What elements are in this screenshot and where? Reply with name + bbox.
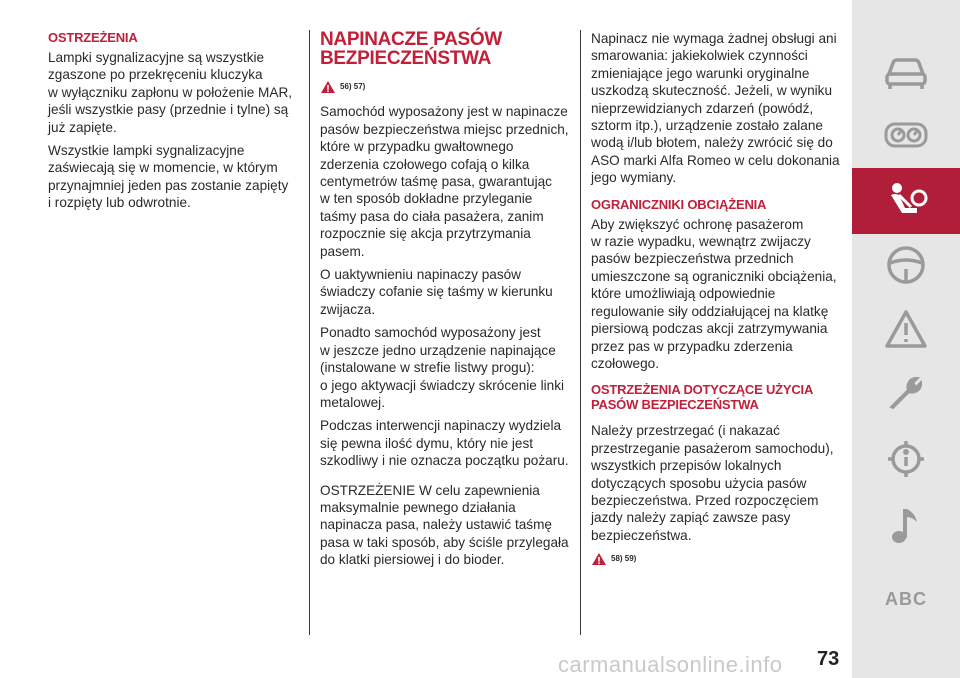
reference-numbers: 56) 57) (340, 82, 366, 91)
column-2 (320, 30, 570, 575)
subsection-heading: OSTRZEŻENIA DOTYCZĄCE UŻYCIA PASÓW BEZPIECZEŃSTWA (591, 382, 814, 413)
nav-safety[interactable] (852, 168, 960, 234)
page-number: 73 (817, 648, 840, 670)
paragraph: Lampki sygnalizacyjne są wszystkie zgaszone po przekręceniu kluczyka w wyłączniku zapłonu w położenie MAR, jeśli wszystkie pasy (przednie i tylne) są już zapięte. (48, 50, 293, 135)
paragraph: Samochód wyposażony jest w napinacze pasów bezpieczeństwa miejsc przednich, które w przypadku gwałtownego zderzenia czołowego cofają o kilka centymetrów taśmę pasa, gwarantując w ten sposób dokładne przyleganie taśmy pasa do ciała pasażera, zanim rozpocznie się akcja przytrzymania pasem. (320, 104, 569, 259)
paragraph: Wszystkie lampki sygnalizacyjne zaświecają się w momencie, w którym przynajmniej jeden pas zostanie zapięty i rozpięty lub odwrotnie. (48, 143, 289, 211)
column-3 (591, 30, 841, 576)
warning-triangle-icon (320, 80, 336, 94)
paragraph: O uaktywnieniu napinaczy pasów świadczy cofanie się taśmy w kierunku zwijacza. (320, 267, 553, 317)
nav-car[interactable] (852, 42, 960, 104)
reference-numbers: 58) 59) (611, 554, 637, 564)
nav-emergency[interactable] (852, 298, 960, 360)
nav-index[interactable] (852, 568, 960, 630)
paragraph: Napinacz nie wymaga żadnej obsługi ani smarowania: jakiekolwiek czynności zmieniające jego warunki oryginalne uszkodzą skuteczność. Jeżeli, w wyniku nieprzewidzianych zdarzeń (powódź, sztorm itp.), urządzenie zostało zalane wodą i/lub błotem, należy zwrócić się do ASO marki Alfa Romeo w celu dokonania jego wymiany. (591, 31, 840, 186)
warning-reference (320, 78, 570, 95)
steering-wheel-icon (883, 244, 929, 286)
seatbelt-passenger-icon (883, 180, 929, 222)
paragraph: Należy przestrzegać (i nakazać przestrzeganie pasażerom samochodu), wszystkich przepisów lokalnych dotyczących sposobu użycia pasów bezpieczeństwa. Przed rozpoczęciem jazdy należy zapiąć zawsze pasy bezpieczeństwa. (591, 423, 834, 543)
subsection-heading: OGRANICZNIKI OBCIĄŻENIA (591, 196, 767, 212)
column-1 (48, 30, 298, 218)
technical-data-icon (883, 438, 929, 480)
column-divider (580, 30, 581, 635)
warning-triangle-icon (591, 552, 607, 566)
warning-triangle-icon (883, 308, 929, 350)
dashboard-gauges-icon (883, 114, 929, 156)
warnings-heading: OSTRZEŻENIA (48, 30, 138, 45)
chapter-sidebar (852, 0, 960, 678)
warning-reference (591, 550, 841, 567)
paragraph: OSTRZEŻENIE W celu zapewnienia maksymalnie pewnego działania napinacza pasa, należy ustawić taśmę pasa w taki sposób, aby ściśle przylegała do klatki piersiowej i do bioder. (320, 482, 569, 568)
nav-technical-data[interactable] (852, 428, 960, 490)
paragraph: Aby zwiększyć ochronę pasażerom w razie wypadku, wewnątrz zwijaczy pasów bezpieczeństwa przednich umieszczone są ograniczniki obciążenia, które umożliwiają odpowiednie regulowanie siły oddziałującej na klatkę piersiową podczas akcji zatrzymywania przez pas w przypadku zderzenia czołowego. (591, 216, 837, 371)
nav-multimedia[interactable] (852, 494, 960, 556)
nav-maintenance[interactable] (852, 362, 960, 424)
car-icon (883, 52, 929, 94)
wrench-icon (883, 372, 929, 414)
paragraph: Ponadto samochód wyposażony jest w jeszcze jedno urządzenie napinające (instalowane w strefie listwy progu): o jego aktywacji świadczy skrócenie linki metalowej. (320, 325, 565, 410)
column-divider (309, 30, 310, 635)
music-note-icon (883, 504, 929, 546)
section-heading: NAPINACZE PASÓW BEZPIECZEŃSTWA (320, 29, 502, 69)
nav-dashboard[interactable] (852, 104, 960, 166)
watermark: carmanualsonline.info (558, 652, 783, 677)
nav-starting-driving[interactable] (852, 234, 960, 296)
paragraph: Podczas interwencji napinaczy wydziela się pewna ilość dymu, który nie jest szkodliwy i nie oznacza początku pożaru. (320, 418, 569, 469)
abc-index-label: ABC (885, 588, 927, 609)
